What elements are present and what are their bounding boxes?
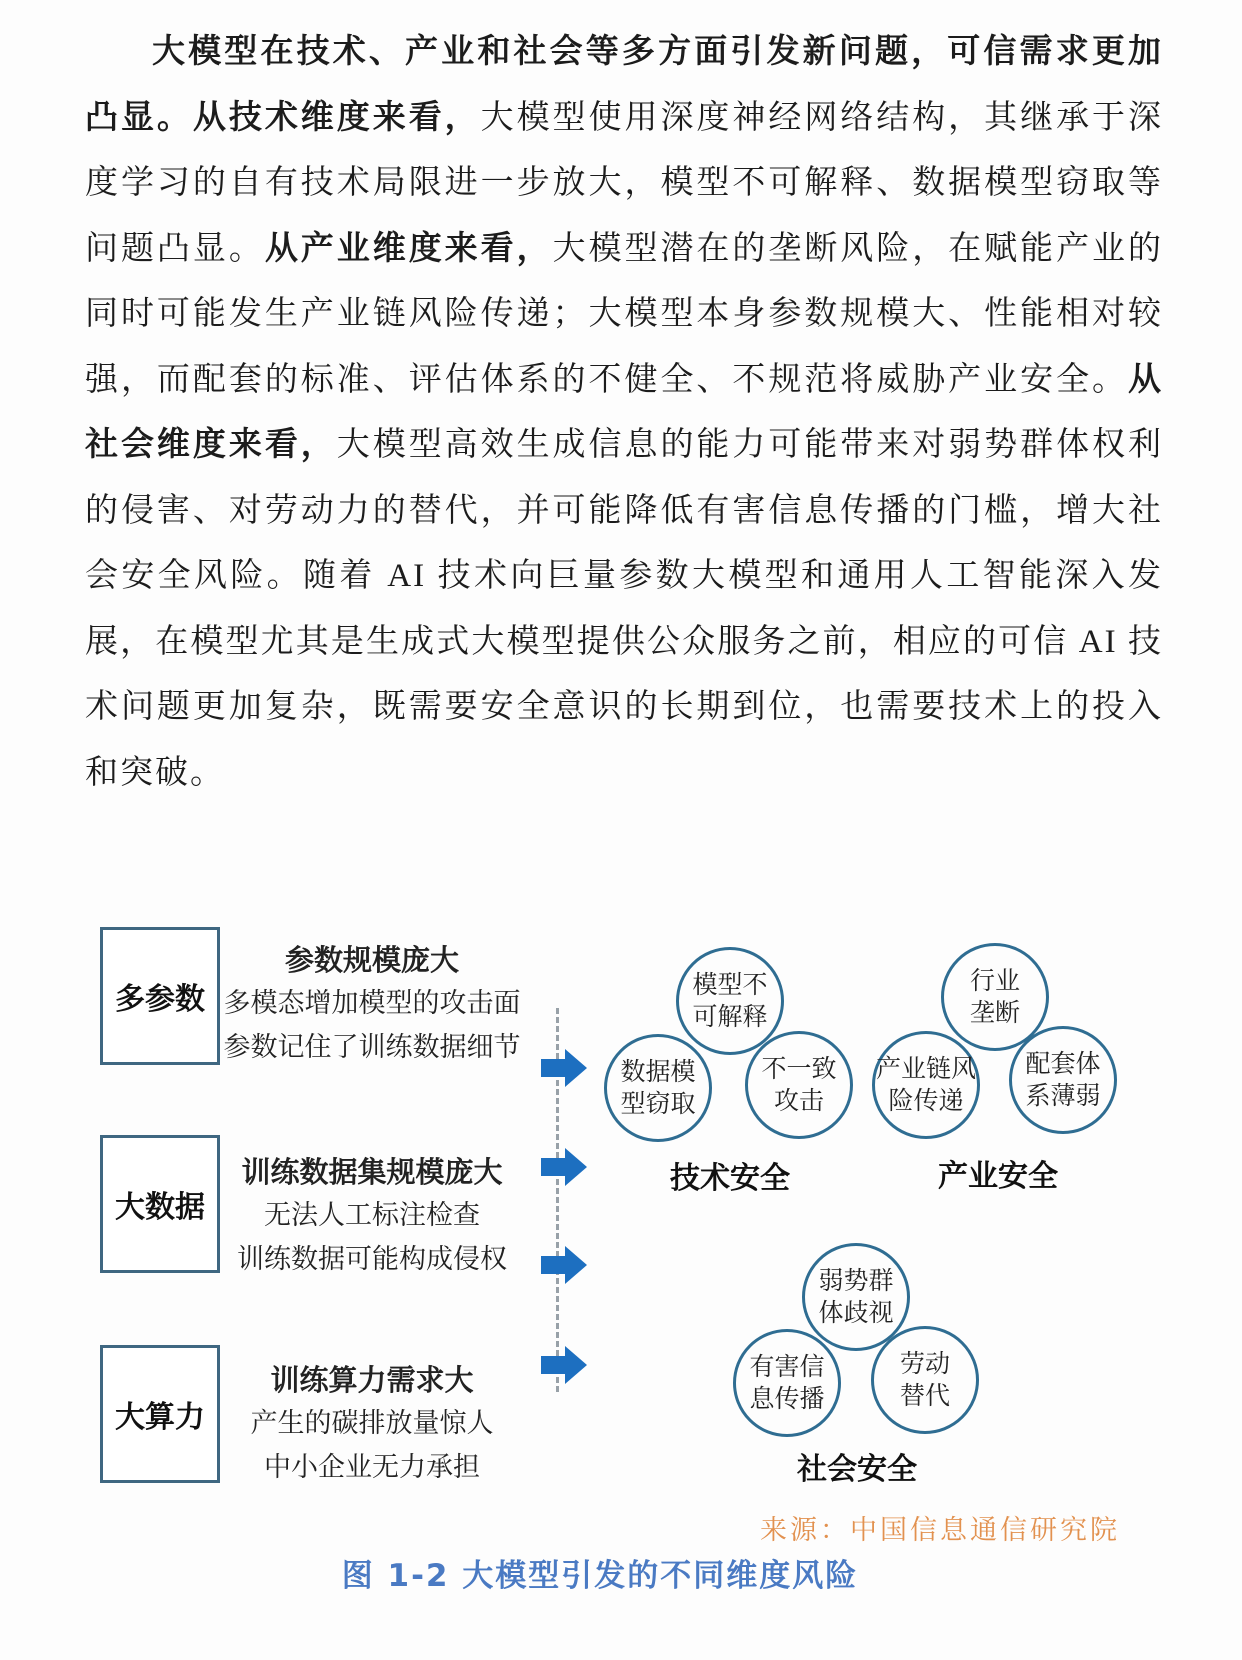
risk-circle-line: 配套体	[1025, 1049, 1101, 1078]
risk-circle-supply-chain-risk	[872, 1031, 980, 1139]
risk-circle-line: 数据模	[620, 1057, 696, 1086]
risk-circle-line: 劳动	[899, 1349, 950, 1378]
risk-circle-line: 模型不	[692, 970, 768, 999]
risk-circle-line: 不一致	[761, 1054, 837, 1083]
risk-circle-line: 垄断	[969, 998, 1020, 1027]
factor-desc-line: 中小企业无力承担	[264, 1452, 480, 1483]
factor-desc-multi-param	[222, 938, 522, 1070]
risk-circle-line: 型窃取	[620, 1089, 696, 1118]
factor-desc-big-data	[222, 1150, 522, 1282]
risk-circle-inconsistency-attack	[745, 1031, 853, 1139]
risk-group-label-industry: 产业安全	[938, 1159, 1058, 1194]
risk-circle-line: 体歧视	[818, 1298, 894, 1327]
risk-circle-labor-replacement	[871, 1326, 979, 1434]
factor-desc-line: 多模态增加模型的攻击面	[223, 988, 521, 1019]
paragraph-segment: 大模型高效生成信息的能力可能带来对弱势群体权利的侵害、对劳动力的替代，并可能降低有害信息传播的门槛，增大社会安全风险。随着 AI 技术向巨量参数大模型和通用人工智能深入发展，在模型尤其是生成式大模型提供公众服务之前，相应的可信 AI 技术问题更加复杂，既需要安全意识的长期到位，也需要技术上的投入和突破。	[85, 427, 1164, 791]
risk-circle-line: 系薄弱	[1025, 1081, 1101, 1110]
paragraph-segment: 大模型在技术、产业和社会等多方面引发新问题，可信需求更加凸显。从技术维度来看，	[85, 34, 1163, 136]
source-note: 来源：中国信息通信研究院	[760, 1515, 1120, 1545]
figure-caption: 图 1-2 大模型引发的不同维度风险	[341, 1558, 859, 1594]
paragraph-segment: 从产业维度来看，	[264, 230, 553, 267]
factor-desc-big-compute	[222, 1358, 522, 1490]
risk-group-label-social: 社会安全	[797, 1452, 917, 1487]
risk-circle-line: 有害信	[749, 1352, 825, 1381]
risk-circle-line: 险传递	[888, 1086, 964, 1115]
risk-circle-line: 弱势群	[818, 1266, 894, 1295]
risk-circle-line: 行业	[969, 966, 1020, 995]
paragraph-segment: 从社会维度来看，	[85, 361, 1163, 463]
risk-circle-line: 替代	[899, 1381, 950, 1410]
factor-desc-title: 训练数据集规模庞大	[241, 1155, 503, 1189]
risk-group-label-tech: 技术安全	[670, 1161, 790, 1196]
risk-circle-model-unexplainable	[676, 947, 784, 1055]
arrow-right-icon	[541, 1346, 587, 1384]
factor-desc-line: 训练数据可能构成侵权	[237, 1244, 507, 1275]
risk-circle-data-model-theft	[604, 1034, 712, 1142]
paragraph	[85, 20, 1163, 806]
risk-circle-harmful-info	[733, 1329, 841, 1437]
arrow-right-icon	[541, 1148, 587, 1186]
paragraph-segment: 大模型使用深度神经网络结构，其继承于深度学习的自有技术局限进一步放大，模型不可解释、数据模型窃取等问题凸显。	[85, 99, 1164, 267]
risk-circle-line: 息传播	[749, 1384, 825, 1413]
factor-desc-title: 参数规模庞大	[284, 943, 459, 977]
factor-desc-line: 产生的碳排放量惊人	[250, 1408, 494, 1439]
arrow-right-icon	[541, 1049, 587, 1087]
factor-box-big-compute: 大算力	[100, 1345, 220, 1483]
factor-desc-line: 无法人工标注检查	[264, 1200, 480, 1231]
factor-box-big-data: 大数据	[100, 1135, 220, 1273]
factor-desc-title: 训练算力需求大	[270, 1363, 474, 1397]
paragraph-segment: 大模型潜在的垄断风险，在赋能产业的同时可能发生产业链风险传递；大模型本身参数规模大、性能相对较强，而配套的标准、评估体系的不健全、不规范将威胁产业安全。	[85, 230, 1164, 398]
factor-box-multi-param: 多参数	[100, 927, 220, 1065]
arrow-right-icon	[541, 1246, 587, 1284]
risk-circle-line: 可解释	[692, 1002, 768, 1031]
risk-circle-line: 产业链风	[875, 1054, 976, 1083]
factor-desc-line: 参数记住了训练数据细节	[223, 1032, 521, 1063]
risk-circle-line: 攻击	[773, 1086, 824, 1115]
risk-circle-weak-standards	[1009, 1026, 1117, 1134]
